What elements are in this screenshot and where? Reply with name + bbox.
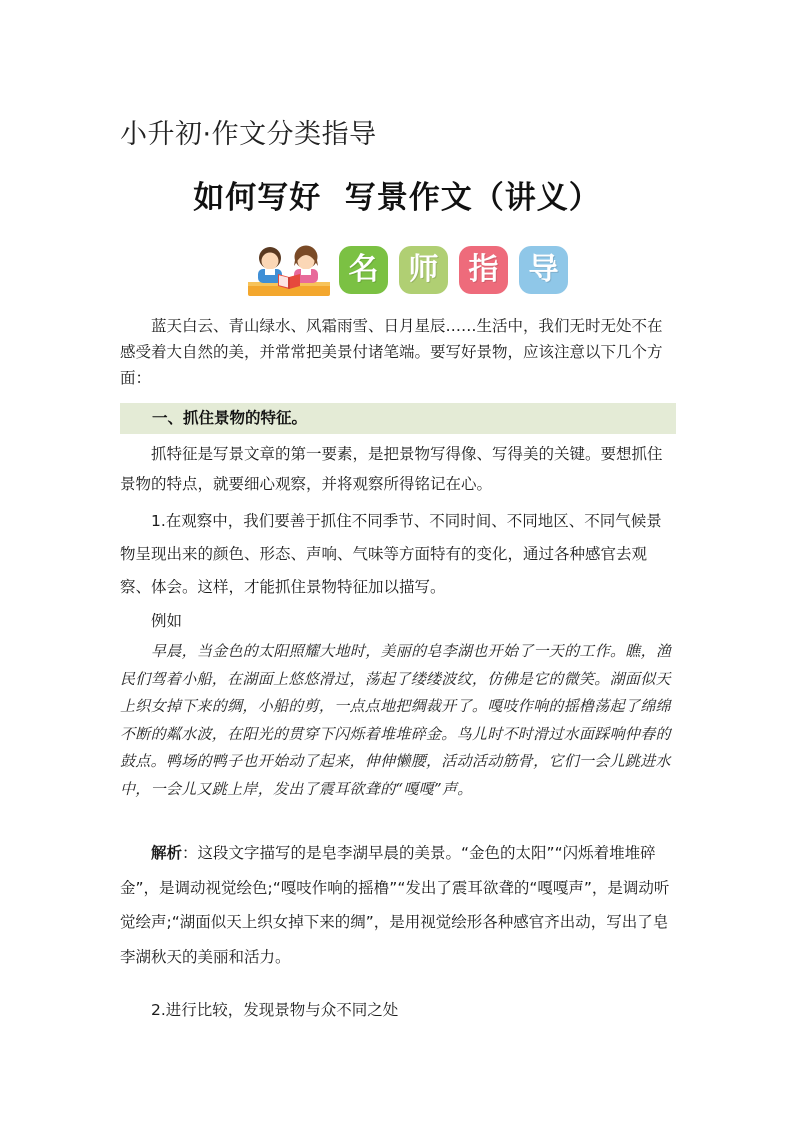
teacher-guide-banner xyxy=(246,240,576,298)
section-paragraph: 抓特征是写景文章的第一要素，是把景物写得像、写得美的关键。要想抓住景物的特点，就要细心观察，并将观察所得铭记在心。 xyxy=(120,445,663,493)
tile-dao: 导 xyxy=(519,246,568,294)
point-one-paragraph: 1.在观察中，我们要善于抓住不同季节、不同时间、不同地区、不同气候景物呈现出来的颜色、形态、声响、气味等方面特有的变化，通过各种感官去观察、体会。这样，才能抓住景物特征加以描写。 xyxy=(120,512,662,596)
tile-zhi: 指 xyxy=(459,246,508,294)
tile-shi: 师 xyxy=(399,246,448,294)
tile-ming: 名 xyxy=(339,246,388,294)
two-students-reading-icon xyxy=(246,240,332,298)
point-two-paragraph: 2.进行比较，发现景物与众不同之处 xyxy=(151,1001,399,1019)
page-title: 如何写好 写景作文（讲义） xyxy=(193,180,601,216)
analysis-text: ：这段文字描写的是皂李湖早晨的美景。“金色的太阳”“闪烁着堆堆碎金”，是调动视觉绘色;“嘎吱作响的摇橹”“发出了震耳欲聋的“嘎嘎声”，是调动听觉绘声;“湖面似天上织女掉下来的绸”，是用视觉绘形各种感官齐出动，写出了皂李湖秋天的美丽和活力。 xyxy=(120,844,670,966)
analysis-paragraph xyxy=(120,836,676,974)
analysis-label: 解析 xyxy=(151,844,183,862)
example-label: 例如 xyxy=(151,612,183,630)
section-heading-bar xyxy=(120,403,676,434)
series-title: 小升初·作文分类指导 xyxy=(120,119,377,150)
section-title: 一、抓住景物的特征。 xyxy=(152,409,308,427)
example-passage: 早晨，当金色的太阳照耀大地时，美丽的皂李湖也开始了一天的工作。瞧，渔民们驾着小船，在湖面上悠悠滑过，荡起了缕缕波纹，仿佛是它的微笑。湖面似天上织女掉下来的绸，小船的剪，一点点地把绸裁开了。嘎吱作响的摇橹荡起了绵绵不断的粼水波，在阳光的贯穿下闪烁着堆堆碎金。鸟儿时不时滑过水面踩响仲春的鼓点。鸭场的鸭子也开始动了起来，伸伸懒腰，活动活动筋骨，它们一会儿跳进水中，一会儿又跳上岸，发出了震耳欲聋的“嘎嘎”声。 xyxy=(120,642,672,798)
intro-paragraph: 蓝天白云、青山绿水、风霜雨雪、日月星辰……生活中，我们无时无处不在感受着大自然的美，并常常把美景付诸笔端。要写好景物，应该注意以下几个方面： xyxy=(120,317,663,387)
